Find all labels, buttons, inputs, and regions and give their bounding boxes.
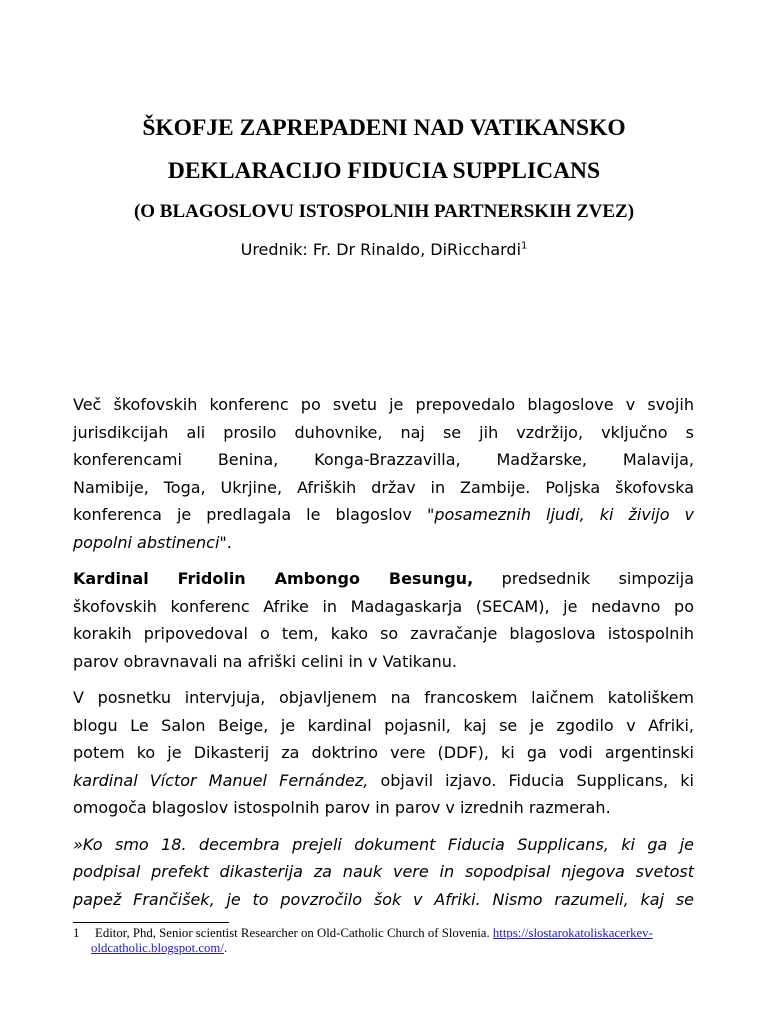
text-line: škofovskih konferenc Afrike in Madagaskarja (SECAM), je nedavno po bbox=[73, 596, 694, 616]
title-line-1: ŠKOFJE ZAPREPADENI NAD VATIKANSKO bbox=[142, 115, 626, 141]
text-run: konferenca je predlagala le blagoslov " bbox=[73, 505, 435, 524]
text-line bbox=[73, 565, 694, 593]
text-line: »Ko smo 18. decembra prejeli dokument Fiducia Supplicans, ki ga je bbox=[73, 834, 694, 854]
blog-link[interactable]: https://slostarokatoliskacerkev- bbox=[492, 926, 653, 940]
italic-cardinal-name: kardinal Víctor Manuel Fernández, bbox=[73, 770, 369, 790]
paragraph-3 bbox=[73, 684, 694, 822]
footnote-end: . bbox=[223, 941, 228, 955]
paragraph-4-quote bbox=[73, 831, 694, 914]
title-line-2: DEKLARACIJO FIDUCIA SUPPLICANS bbox=[167, 158, 601, 184]
text-line bbox=[73, 529, 694, 557]
text-line: konferencami Benina, Konga-Brazzavilla, Madžarske, Malavija, bbox=[73, 450, 694, 469]
footnote-reference: 1 bbox=[521, 240, 528, 252]
subtitle: (O BLAGOSLOVU ISTOSPOLNIH PARTNERSKIH ZVEZ) bbox=[133, 201, 635, 222]
blog-link-continued[interactable]: oldcatholic.blogspot.com/ bbox=[91, 941, 224, 955]
text-line: blogu Le Salon Beige, je kardinal pojasnil, kaj se je zgodilo v Afriki, bbox=[73, 715, 694, 735]
footnote-text-line bbox=[91, 941, 227, 956]
text-line: papež Frančišek, je to povzročilo šok v Afriki. Nismo razumeli, kaj se bbox=[73, 889, 694, 909]
text-line: Več škofovskih konferenc po svetu je prepovedalo blagoslove v svojih bbox=[73, 395, 694, 414]
editor-line bbox=[0, 240, 768, 260]
text-line: potem ko je Dikasterij za doktrino vere (DDF), ki ga vodi argentinski bbox=[73, 743, 694, 762]
paragraph-2 bbox=[73, 565, 694, 675]
cardinal-name-bold: Kardinal Fridolin Ambongo Besungu, bbox=[73, 569, 474, 588]
footnote-number: 1 bbox=[73, 926, 80, 940]
editor-text: Urednik: Fr. Dr Rinaldo, DiRicchardi bbox=[240, 240, 522, 259]
text-line: korakih pripovedoval o tem, kako so zavračanje blagoslova istospolnih bbox=[73, 624, 694, 643]
text-line: Namibije, Toga, Ukrjine, Afriških držav in Zambije. Poljska škofovska bbox=[73, 477, 694, 497]
text-run: predsednik simpozija bbox=[473, 569, 694, 588]
footnote-text-line bbox=[95, 926, 653, 941]
italic-quote: popolni abstinenci bbox=[73, 532, 220, 552]
text-line: omogoča blagoslov istospolnih parov in parov v izrednih razmerah. bbox=[73, 798, 611, 817]
text-run: ". bbox=[219, 532, 232, 552]
footnote-text: Editor, Phd, Senior scientist Researcher on Old-Catholic Church of Slovenia. bbox=[95, 926, 490, 940]
text-line: podpisal prefekt dikasterija za nauk vere in sopodpisal njegova svetost bbox=[73, 862, 694, 881]
italic-quote: posameznih ljudi, ki živijo v bbox=[434, 505, 695, 524]
text-line: parov obravnavali na afriški celini in v Vatikanu. bbox=[73, 651, 457, 671]
text-line: jurisdikcijah ali prosilo duhovnike, naj se jih vzdržijo, vključno s bbox=[73, 422, 694, 442]
text-line: V posnetku intervjuja, objavljenem na francoskem laičnem katoliškem bbox=[73, 688, 694, 707]
text-run: objavil izjavo. Fiducia Supplicans, ki bbox=[368, 770, 694, 790]
footnote-separator bbox=[73, 922, 229, 923]
document-body bbox=[73, 391, 694, 922]
text-line bbox=[73, 501, 694, 529]
text-line bbox=[73, 767, 694, 795]
paragraph-1 bbox=[73, 391, 694, 556]
